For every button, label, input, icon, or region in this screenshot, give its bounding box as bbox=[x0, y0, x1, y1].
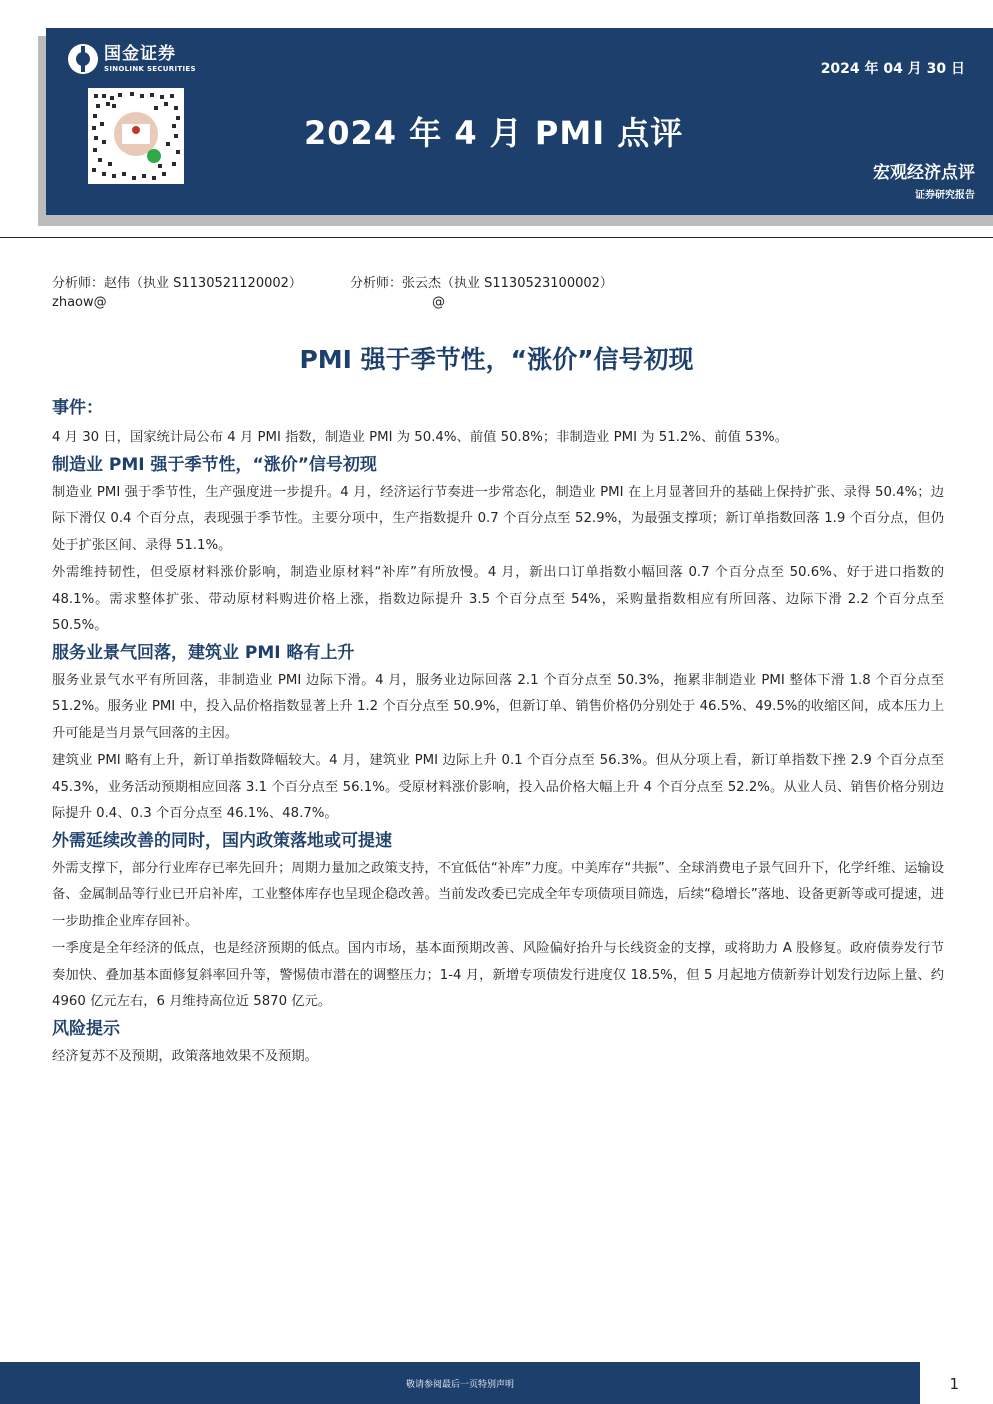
logo-text-en: SINOLINK SECURITIES bbox=[104, 64, 196, 73]
report-body bbox=[52, 396, 944, 1071]
paragraph: 4 月 30 日，国家统计局公布 4 月 PMI 指数，制造业 PMI 为 50.4%、前值 50.8%；非制造业 PMI 为 51.2%、前值 53%。 bbox=[52, 430, 788, 445]
report-type: 证券研究报告 bbox=[915, 190, 975, 201]
page-number: 1 bbox=[949, 1375, 959, 1393]
logo-mark-icon bbox=[68, 44, 98, 74]
paragraph: 外需维持韧性，但受原材料涨价影响，制造业原材料“补库”有所放慢。4 月，新出口订单指数小幅回落 0.7 个百分点至 50.6%、好于进口指数的 48.1%。需求整体扩张、带动原材料购进价格上涨，指数边际提升 3.5 个百分点至 54%，采购量指数相应有所回落、边际下滑 2.2 个百分点至 50.5%。 bbox=[52, 565, 944, 633]
analyst-b: 分析师：张云杰（执业 S1130523100002） bbox=[350, 276, 613, 291]
footer-disclaimer: 敬请参阅最后一页特别声明 bbox=[405, 1379, 514, 1390]
paragraph: 经济复苏不及预期，政策落地效果不及预期。 bbox=[52, 1048, 318, 1064]
report-category: 宏观经济点评 bbox=[873, 163, 975, 183]
paragraph: 建筑业 PMI 略有上升，新订单指数降幅较大。4 月，建筑业 PMI 边际上升 0.1 个百分点至 56.3%。但从分项上看，新订单指数下挫 2.9 个百分点至 45.3%，业务活动预期相应回落 3.1 个百分点至 56.1%。受原材料涨价影响，投入品价格大幅上升 4 个百分点至 52.2%。从业人员、销售价格分别边际提升 0.4、0.3 个百分点至 46.1%、48.7%。 bbox=[52, 753, 944, 821]
footer-bar bbox=[0, 1362, 920, 1404]
report-date: 2024 年 04 月 30 日 bbox=[820, 61, 965, 77]
paragraph: 服务业景气水平有所回落，非制造业 PMI 边际下滑。4 月，服务业边际回落 2.1 个百分点至 50.3%，拖累非制造业 PMI 整体下滑 1.8 个百分点至 51.2%。服务业 PMI 中，投入品价格指数显著上升 1.2 个百分点至 50.9%，但新订单、销售价格仍分别处于 46.5%、49.5%的收缩区间，成本压力上升可能是当月景气回落的主因。 bbox=[52, 672, 944, 741]
paragraph: 制造业 PMI 强于季节性，生产强度进一步提升。4 月，经济运行节奏进一步常态化，制造业 PMI 在上月显著回升的基础上保持扩张、录得 50.4%；边际下滑仅 0.4 个百分点，表现强于季节性。主要分项中，生产指数提升 0.7 个百分点至 52.9%，为最强支撑项；新订单指数回落 1.9 个百分点，但仍处于扩张区间、录得 51.1%。 bbox=[52, 484, 944, 553]
header-divider bbox=[0, 237, 993, 238]
section-heading-services: 服务业景气回落，建筑业 PMI 略有上升 bbox=[52, 642, 355, 663]
paragraph: 外需支撑下，部分行业库存已率先回升；周期力量加之政策支持，不宜低估“补库”力度。中美库存“共振”、全球消费电子景气回升下，化学纤维、运输设备、金属制品等行业已开启补库，工业整体库存也呈现企稳改善。当前发改委已完成全年专项债项目筛选，后续“稳增长”落地、设备更新等或可提速，进一步助推企业库存回补。 bbox=[52, 860, 944, 929]
section-heading-outlook: 外需延续改善的同时，国内政策落地或可提速 bbox=[52, 830, 392, 851]
main-title: PMI 强于季节性，“涨价”信号初现 bbox=[299, 345, 694, 374]
qr-code-icon bbox=[88, 88, 184, 184]
wechat-mini-program-qr-code bbox=[88, 88, 184, 184]
section-heading-event: 事件： bbox=[52, 398, 103, 418]
logo-text-cn: 国金证券 bbox=[104, 43, 176, 64]
analyst-b-email[interactable]: @ bbox=[432, 295, 445, 310]
section-heading-manufacturing: 制造业 PMI 强于季节性，“涨价”信号初现 bbox=[52, 454, 377, 475]
paragraph: 一季度是全年经济的低点，也是经济预期的低点。国内市场，基本面预期改善、风险偏好抬升与长线资金的支撑，或将助力 A 股修复。政府债券发行节奏加快、叠加基本面修复斜率回升等，警惕债市潜在的调整压力；1-4 月，新增专项债发行进度仅 18.5%，但 5 月起地方债新券计划发行边际上量、约 4960 亿元左右，6 月维持高位近 5870 亿元。 bbox=[52, 941, 944, 1009]
analyst-info bbox=[52, 274, 613, 312]
report-title: 2024 年 4 月 PMI 点评 bbox=[304, 114, 684, 152]
analyst-a-email[interactable]: zhaow@ bbox=[52, 295, 107, 310]
header-banner bbox=[46, 28, 993, 215]
section-heading-risk: 风险提示 bbox=[52, 1018, 120, 1039]
company-logo bbox=[68, 44, 196, 74]
analyst-a: 分析师：赵伟（执业 S1130521120002） bbox=[52, 276, 302, 291]
